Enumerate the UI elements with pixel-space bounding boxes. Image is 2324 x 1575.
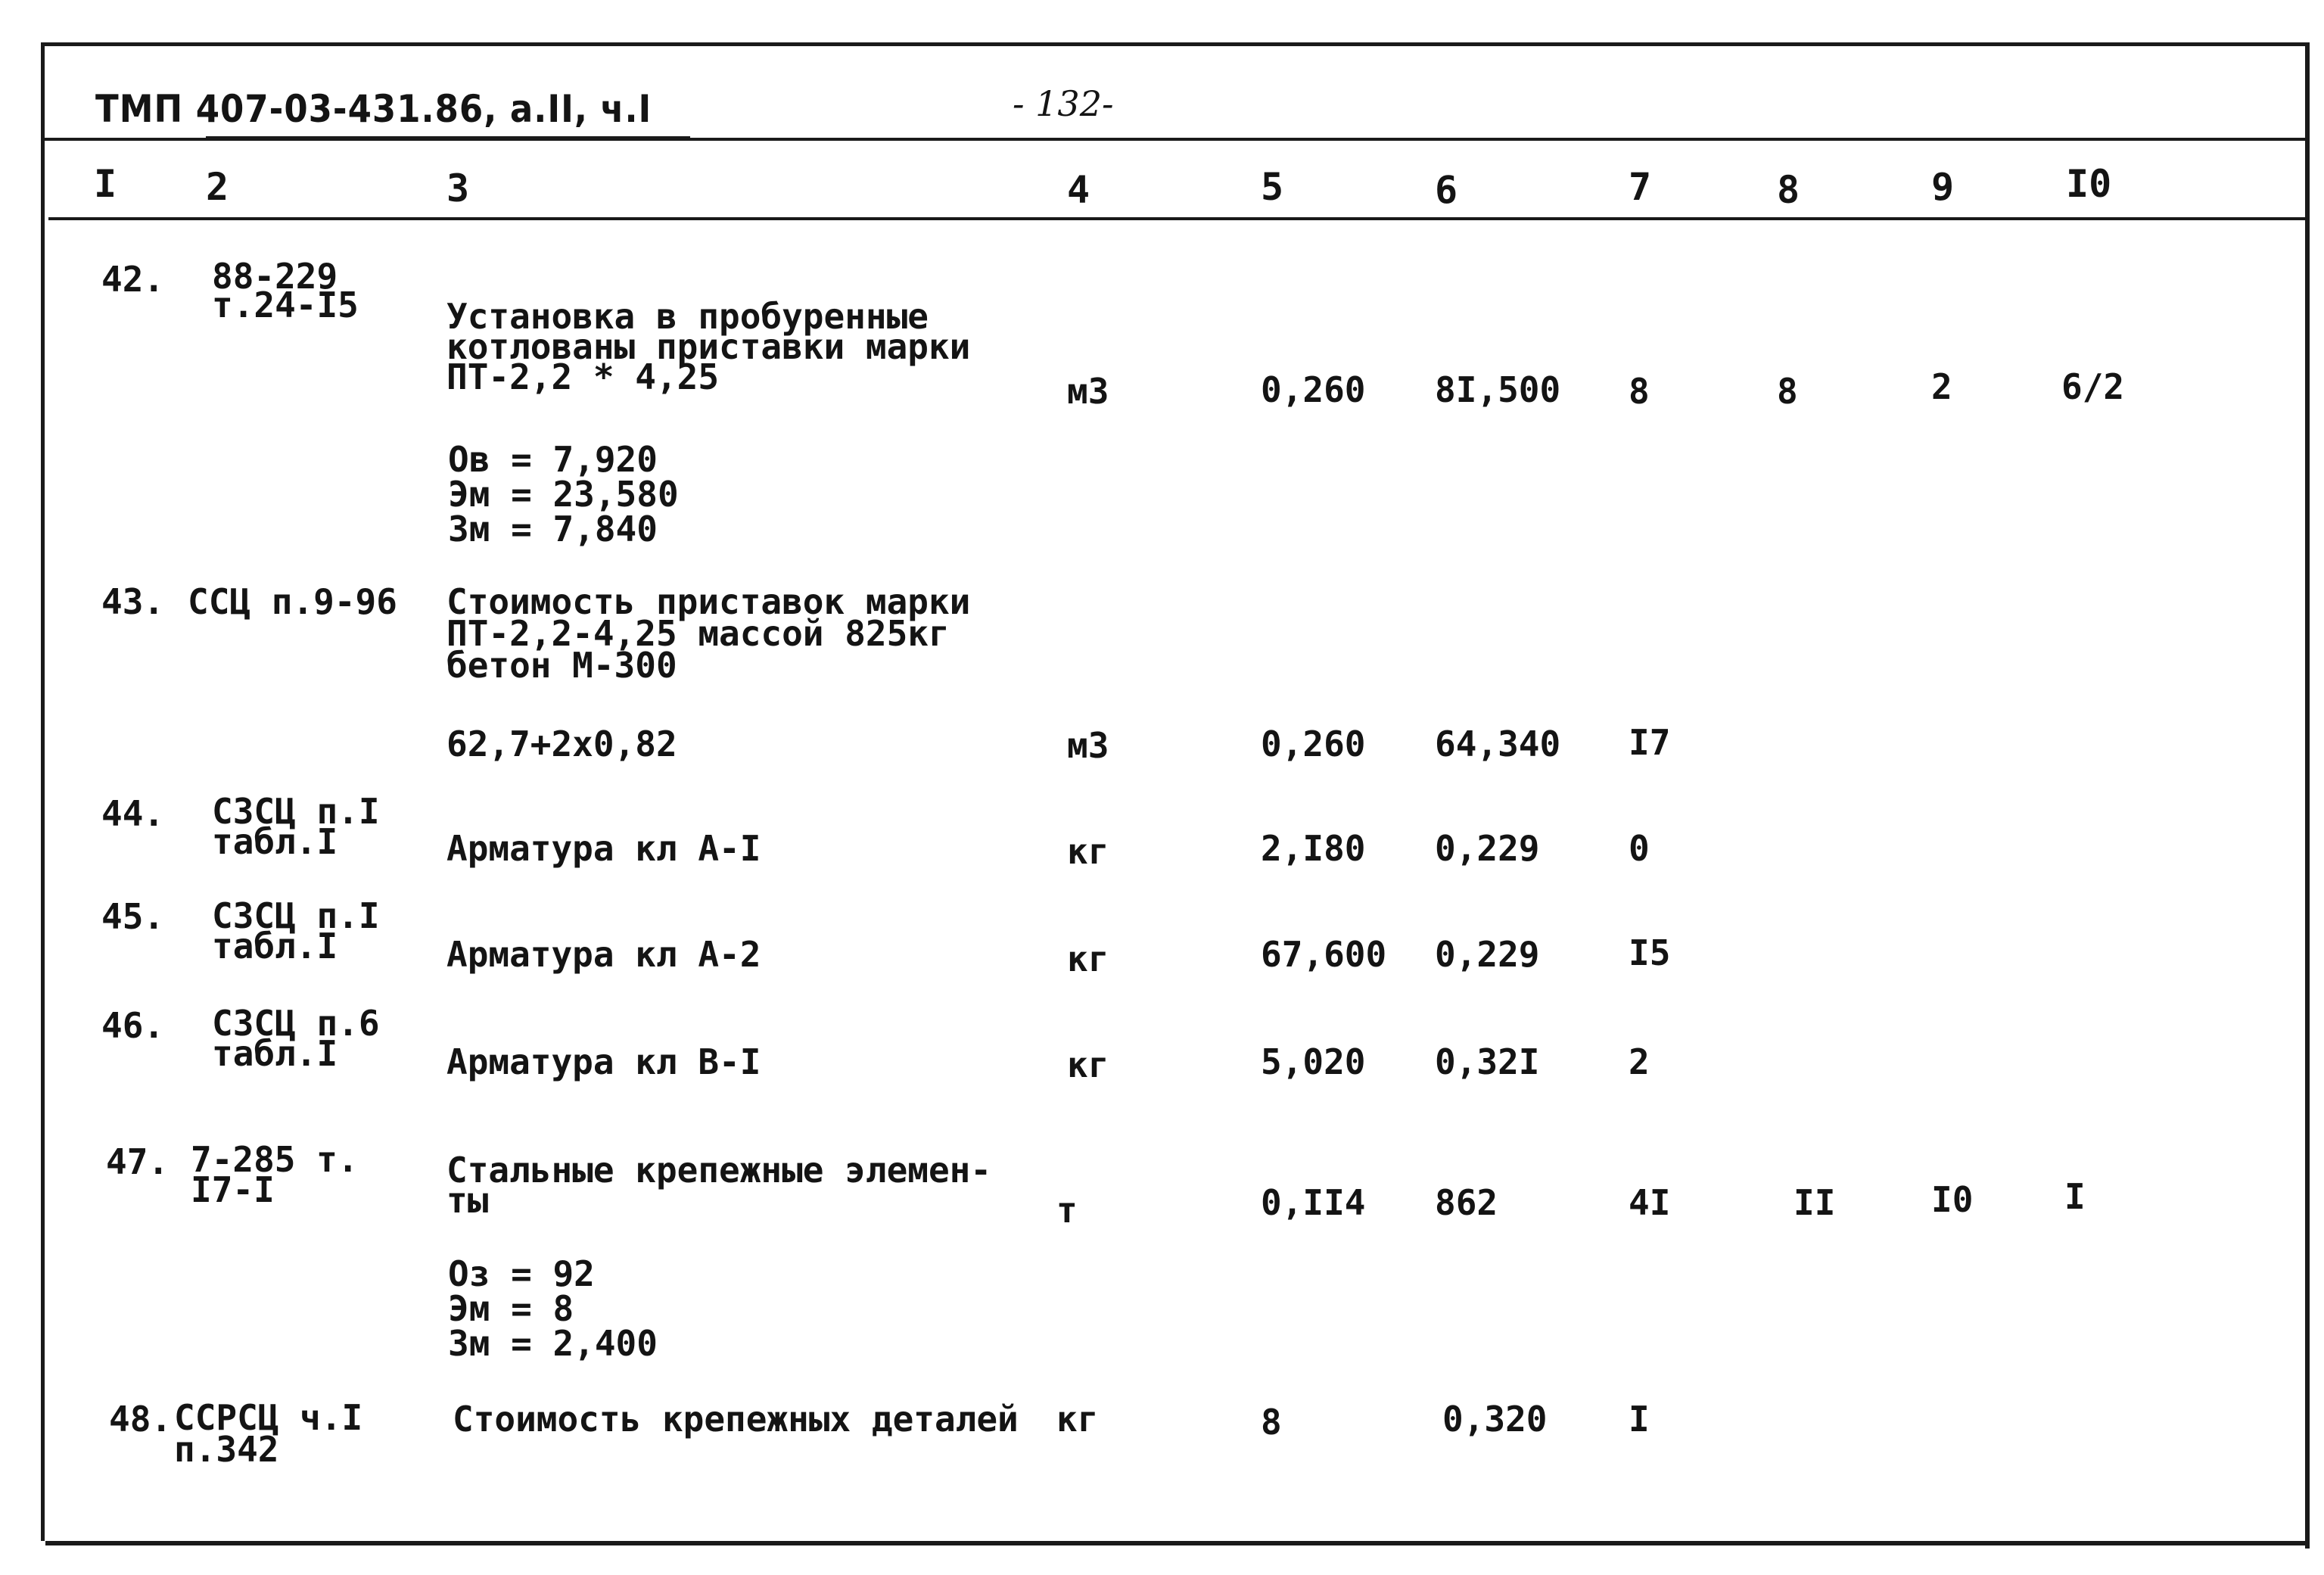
row-qty: 0,260 xyxy=(1261,724,1366,764)
column-header-2: 2 xyxy=(206,165,229,209)
row-code: СЗСЦ п.I табл.I xyxy=(212,895,380,966)
stamp-underline xyxy=(206,136,690,139)
row-col8: 8 xyxy=(1777,371,1798,412)
row-col9: 2 xyxy=(1931,366,1952,407)
column-header-10: I0 xyxy=(2066,162,2112,206)
row-name: Стоимость приставок марки ПТ-2,2-4,25 массой 825кг бетон М-300 xyxy=(446,581,971,686)
row-col7: I5 xyxy=(1629,932,1671,973)
row-name: Установка в пробуренные котлованы приставки марки ПТ-2,2 * 4,25 xyxy=(446,296,971,397)
frame-bottom-border xyxy=(45,1541,2310,1545)
row-number: 47. xyxy=(106,1141,170,1182)
row-col7: 2 xyxy=(1629,1041,1650,1082)
row-number: 42. xyxy=(101,259,165,300)
row-unit: кг xyxy=(1067,938,1109,979)
row-qty: 0,II4 xyxy=(1261,1182,1366,1223)
row-unit: кг xyxy=(1067,1044,1109,1085)
row-col7: 0 xyxy=(1629,828,1650,869)
row-name: Арматура кл А-2 xyxy=(446,934,761,975)
row-unit: м3 xyxy=(1067,371,1109,412)
row-price: 862 xyxy=(1435,1182,1498,1223)
frame-top-border xyxy=(41,42,2310,46)
row-col7: I xyxy=(1629,1399,1650,1440)
row-number: 46. xyxy=(101,1005,165,1046)
row-price: 0,229 xyxy=(1435,934,1540,975)
column-header-4: 4 xyxy=(1067,168,1090,212)
row-formula: 62,7+2х0,82 xyxy=(446,724,677,764)
row-col8: II xyxy=(1794,1182,1836,1223)
row-number: 43. xyxy=(101,581,165,622)
column-header-9: 9 xyxy=(1931,165,1955,209)
row-number: 48. xyxy=(109,1399,173,1440)
row-price: 64,340 xyxy=(1435,724,1561,764)
row-cost-breakdown: Оз = 92 Эм = 8 Зм = 2,400 xyxy=(448,1253,658,1364)
column-header-8: 8 xyxy=(1777,168,1800,212)
row-price: 0,320 xyxy=(1442,1399,1548,1440)
row-unit: кг xyxy=(1067,831,1109,872)
column-header-5: 5 xyxy=(1261,165,1284,209)
row-unit: м3 xyxy=(1067,725,1109,766)
row-number: 44. xyxy=(101,793,165,834)
row-col7: 4I xyxy=(1629,1182,1671,1223)
document-stamp: ТМП 407-03-431.86, а.II, ч.I xyxy=(95,87,652,131)
row-qty: 5,020 xyxy=(1261,1041,1366,1082)
column-header-1: I xyxy=(94,162,117,206)
column-header-6: 6 xyxy=(1435,168,1458,212)
row-code: 7-285 т. I7-I xyxy=(191,1139,359,1210)
row-code: СЗСЦ п.I табл.I xyxy=(212,791,380,862)
row-price: 0,32I xyxy=(1435,1041,1540,1082)
row-col7: I7 xyxy=(1629,722,1671,763)
row-name: Стальные крепежные элемен- ты xyxy=(446,1150,992,1221)
column-header-3: 3 xyxy=(446,167,470,210)
row-price: 8I,500 xyxy=(1435,369,1561,410)
row-col7: 8 xyxy=(1629,371,1650,412)
page-number: - 132- xyxy=(1013,83,1114,124)
row-cost-breakdown: Ов = 7,920 Эм = 23,580 Зм = 7,840 xyxy=(448,439,679,549)
row-code: ССРСЦ ч.I п.342 xyxy=(174,1397,363,1470)
row-code: ССЦ п.9-96 xyxy=(188,581,397,622)
row-col10: 6/2 xyxy=(2061,366,2125,407)
frame-left-border xyxy=(41,42,45,1541)
row-qty: 8 xyxy=(1261,1402,1282,1443)
row-col9: I0 xyxy=(1931,1179,1974,1220)
row-name: Стоимость крепежных деталей xyxy=(453,1399,1019,1440)
column-header-7: 7 xyxy=(1629,165,1652,209)
row-number: 45. xyxy=(101,896,165,937)
row-qty: 0,260 xyxy=(1261,369,1366,410)
row-code: СЗСЦ п.6 табл.I xyxy=(212,1003,380,1074)
row-qty: 67,600 xyxy=(1261,934,1387,975)
column-header-rule xyxy=(48,217,2307,220)
row-unit: т xyxy=(1056,1190,1078,1231)
row-unit: кг xyxy=(1056,1399,1099,1440)
row-name: Арматура кл А-I xyxy=(446,828,761,869)
row-price: 0,229 xyxy=(1435,828,1540,869)
row-qty: 2,I80 xyxy=(1261,828,1366,869)
frame-right-border xyxy=(2305,42,2310,1549)
row-col10: I xyxy=(2064,1176,2086,1217)
row-code: 88-229 т.24-I5 xyxy=(212,256,359,325)
row-name: Арматура кл В-I xyxy=(446,1041,761,1082)
